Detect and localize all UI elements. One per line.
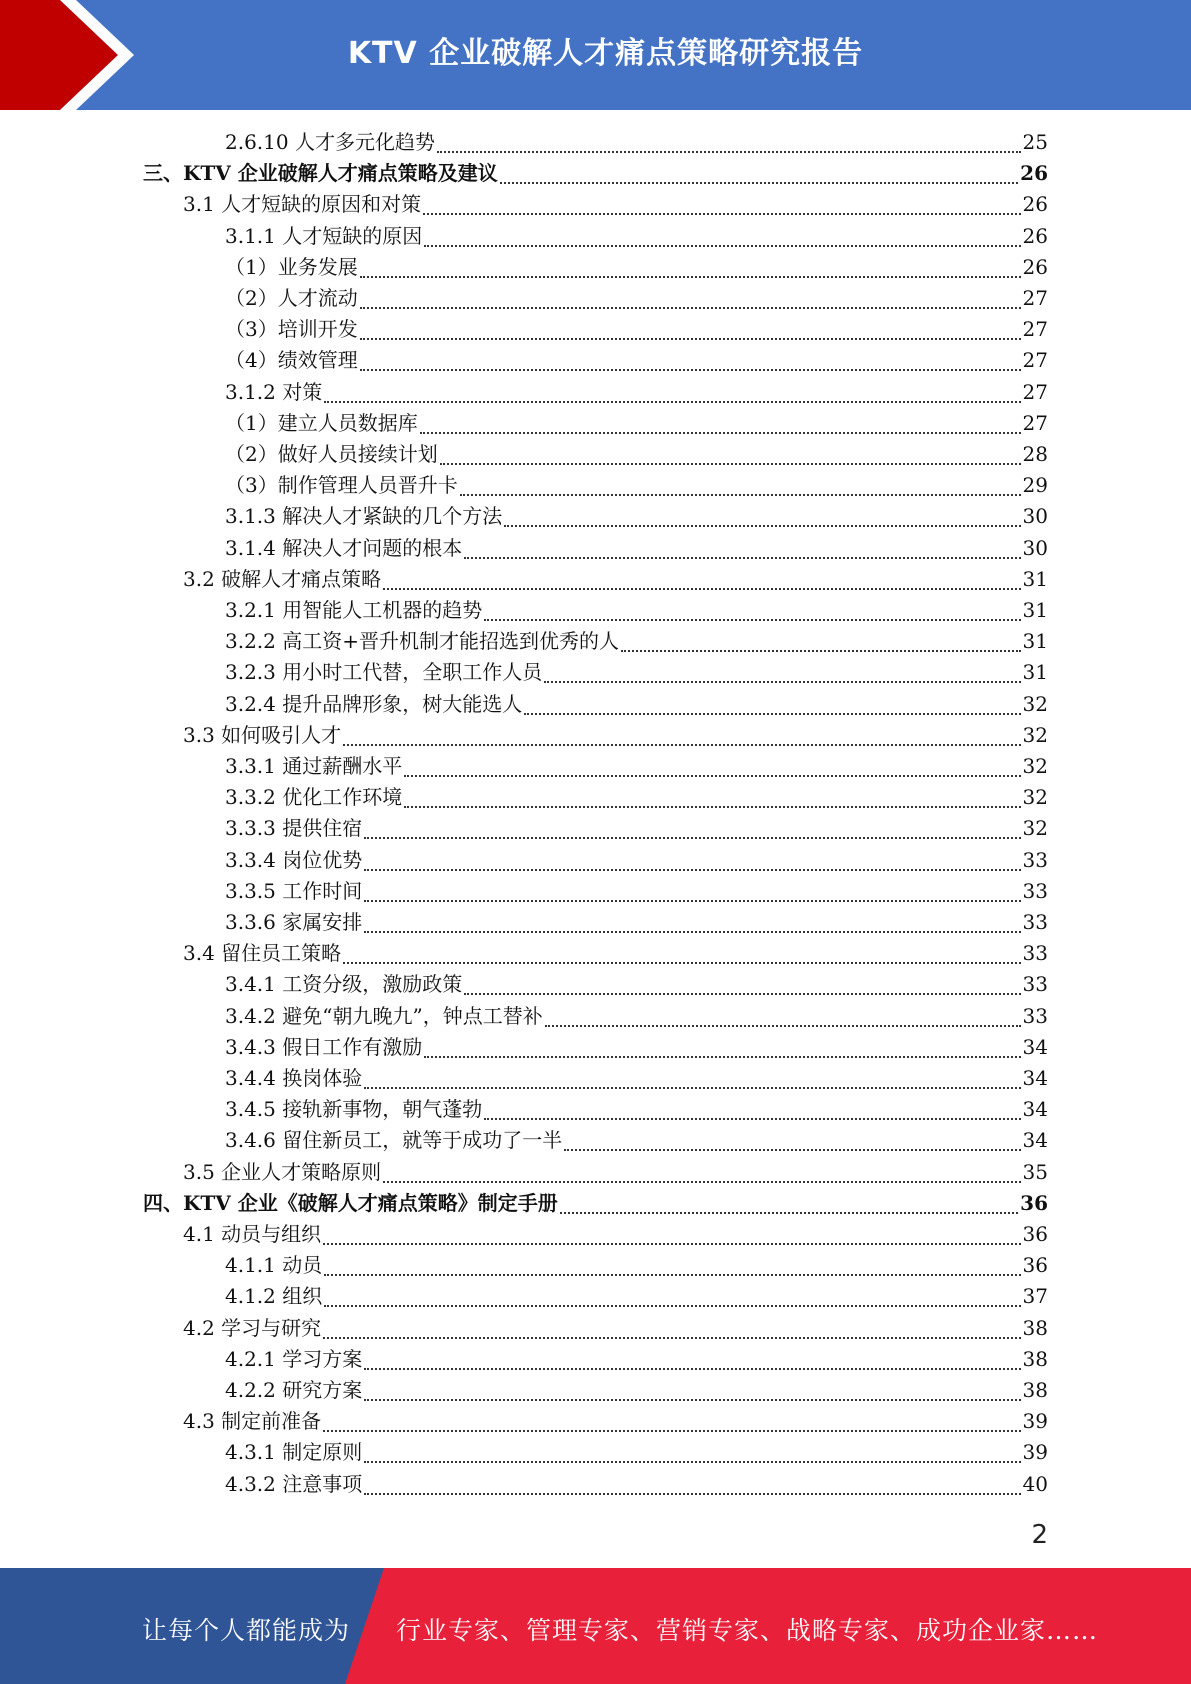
toc-leader-dots: [464, 557, 1020, 559]
toc-entry-title: 4.3 制定前准备: [183, 1409, 322, 1433]
toc-entry-page: 27: [1022, 317, 1048, 341]
toc-entry-title: （4）绩效管理: [225, 348, 358, 372]
toc-entry-page: 36: [1022, 1253, 1048, 1277]
toc-entry-page: 33: [1022, 879, 1048, 903]
toc-entry[interactable]: [225, 127, 1048, 158]
toc-entry-page: 32: [1022, 785, 1048, 809]
toc-entry-title: 4.2.2 研究方案: [225, 1378, 363, 1402]
toc-entry-title: （2）人才流动: [225, 286, 358, 310]
toc-leader-dots: [545, 1025, 1021, 1027]
toc-entry-title: 3.3.3 提供住宿: [225, 816, 363, 840]
toc-entry[interactable]: [183, 1406, 1048, 1437]
toc-entry[interactable]: [225, 252, 1048, 283]
toc-entry[interactable]: [225, 408, 1048, 439]
toc-entry-page: 33: [1022, 972, 1048, 996]
toc-entry[interactable]: [183, 564, 1048, 595]
page-number: 2: [1031, 1520, 1048, 1550]
toc-entry-title: 3.3.6 家属安排: [225, 910, 363, 934]
toc-entry-page: 36: [1020, 1191, 1048, 1215]
toc-leader-dots: [383, 1181, 1020, 1183]
toc-entry[interactable]: [225, 470, 1048, 501]
toc-entry-page: 38: [1022, 1347, 1048, 1371]
toc-entry-page: 33: [1022, 1004, 1048, 1028]
toc-leader-dots: [364, 869, 1020, 871]
toc-entry-page: 32: [1022, 723, 1048, 747]
report-title: KTV 企业破解人才痛点策略研究报告: [347, 36, 864, 71]
toc-leader-dots: [364, 1368, 1020, 1370]
toc-leader-dots: [424, 1056, 1020, 1058]
toc-entry[interactable]: [225, 283, 1048, 314]
toc-entry[interactable]: [225, 1125, 1048, 1156]
toc-leader-dots: [364, 1087, 1020, 1089]
toc-entry-title: 3.1.4 解决人才问题的根本: [225, 536, 463, 560]
toc-leader-dots: [360, 338, 1021, 340]
toc-entry-title: 3.3.1 通过薪酬水平: [225, 754, 403, 778]
toc-entry-title: 4.1.1 动员: [225, 1253, 323, 1277]
toc-entry-page: 27: [1022, 286, 1048, 310]
toc-entry[interactable]: [225, 782, 1048, 813]
toc-entry-page: 34: [1022, 1066, 1048, 1090]
toc-entry[interactable]: [225, 1094, 1048, 1125]
toc-entry-title: 3.1 人才短缺的原因和对策: [183, 192, 422, 216]
toc-entry[interactable]: [225, 1469, 1048, 1500]
toc-leader-dots: [364, 1399, 1020, 1401]
toc-entry-title: 4.3.1 制定原则: [225, 1440, 363, 1464]
toc-entry[interactable]: [225, 751, 1048, 782]
toc-entry[interactable]: [225, 1032, 1048, 1063]
toc-entry[interactable]: [225, 1281, 1048, 1312]
page-header: [0, 0, 1191, 110]
toc-entry-page: 27: [1022, 411, 1048, 435]
toc-entry[interactable]: [225, 657, 1048, 688]
toc-entry[interactable]: [225, 969, 1048, 1000]
toc-leader-dots: [621, 650, 1021, 652]
toc-leader-dots: [364, 1461, 1020, 1463]
toc-leader-dots: [360, 369, 1021, 371]
toc-entry-page: 31: [1022, 660, 1048, 684]
toc-leader-dots: [323, 1243, 1020, 1245]
toc-entry[interactable]: [225, 1344, 1048, 1375]
toc-entry-title: 3.5 企业人才策略原则: [183, 1160, 382, 1184]
toc-entry-title: 3.3.4 岗位优势: [225, 848, 363, 872]
toc-entry-page: 31: [1022, 567, 1048, 591]
toc-entry-title: 3.4.5 接轨新事物，朝气蓬勃: [225, 1097, 483, 1121]
toc-entry-page: 39: [1022, 1409, 1048, 1433]
toc-entry-title: 3.4 留住员工策略: [183, 941, 342, 965]
toc-entry-title: （1）业务发展: [225, 255, 358, 279]
toc-entry-page: 32: [1022, 816, 1048, 840]
toc-entry-title: 3.2.2 高工资+晋升机制才能招选到优秀的人: [225, 629, 620, 653]
toc-entry[interactable]: [225, 907, 1048, 938]
toc-leader-dots: [440, 463, 1021, 465]
toc-entry-page: 26: [1022, 224, 1048, 248]
toc-entry-page: 37: [1022, 1284, 1048, 1308]
toc-entry-title: 3.4.4 换岗体验: [225, 1066, 363, 1090]
toc-entry[interactable]: [225, 595, 1048, 626]
toc-entry-title: （3）培训开发: [225, 317, 358, 341]
toc-entry[interactable]: [225, 377, 1048, 408]
toc-entry-title: 4.1.2 组织: [225, 1284, 323, 1308]
toc-leader-dots: [324, 1305, 1020, 1307]
toc-entry-title: 3.3.5 工作时间: [225, 879, 363, 903]
toc-leader-dots: [420, 432, 1021, 434]
toc-entry-page: 33: [1022, 910, 1048, 934]
toc-entry[interactable]: [225, 501, 1048, 532]
toc-entry-title: （3）制作管理人员晋升卡: [225, 473, 458, 497]
toc-entry-page: 34: [1022, 1128, 1048, 1152]
toc-entry-title: 3.2 破解人才痛点策略: [183, 567, 382, 591]
toc-entry-page: 31: [1022, 629, 1048, 653]
toc-entry[interactable]: [225, 1250, 1048, 1281]
toc-entry-title: 3.2.3 用小时工代替，全职工作人员: [225, 660, 543, 684]
toc-entry[interactable]: [225, 689, 1048, 720]
toc-entry-page: 35: [1022, 1160, 1048, 1184]
toc-leader-dots: [437, 151, 1021, 153]
toc-entry-title: 三、KTV 企业破解人才痛点策略及建议: [143, 161, 498, 185]
toc-leader-dots: [564, 1149, 1020, 1151]
toc-entry-page: 38: [1022, 1316, 1048, 1340]
toc-leader-dots: [323, 1337, 1020, 1339]
toc-leader-dots: [360, 276, 1021, 278]
toc-entry-page: 29: [1022, 473, 1048, 497]
toc-entry-page: 36: [1022, 1222, 1048, 1246]
toc-leader-dots: [343, 744, 1020, 746]
toc-entry[interactable]: [225, 314, 1048, 345]
toc-entry-page: 33: [1022, 941, 1048, 965]
toc-entry-page: 26: [1022, 192, 1048, 216]
toc-leader-dots: [364, 1493, 1020, 1495]
toc-leader-dots: [324, 1274, 1020, 1276]
page-footer: [0, 1568, 1191, 1684]
toc-entry-page: 32: [1022, 754, 1048, 778]
toc-entry-title: 4.1 动员与组织: [183, 1222, 322, 1246]
toc-entry-page: 39: [1022, 1440, 1048, 1464]
toc-entry[interactable]: [183, 1157, 1048, 1188]
toc-entry[interactable]: [225, 345, 1048, 376]
toc-leader-dots: [500, 182, 1018, 184]
toc-entry-title: 3.4.1 工资分级，激励政策: [225, 972, 463, 996]
toc-leader-dots: [343, 962, 1020, 964]
toc-entry-title: 3.4.3 假日工作有激励: [225, 1035, 423, 1059]
toc-leader-dots: [484, 619, 1020, 621]
toc-entry-page: 34: [1022, 1035, 1048, 1059]
toc-leader-dots: [460, 494, 1021, 496]
toc-entry-title: 3.4.6 留住新员工，就等于成功了一半: [225, 1128, 563, 1152]
toc-entry[interactable]: [225, 1063, 1048, 1094]
toc-entry[interactable]: [225, 1437, 1048, 1468]
toc-leader-dots: [404, 775, 1020, 777]
toc-entry-page: 27: [1022, 380, 1048, 404]
toc-leader-dots: [404, 806, 1020, 808]
toc-entry-title: （2）做好人员接续计划: [225, 442, 438, 466]
toc-entry[interactable]: [225, 1001, 1048, 1032]
toc-entry-title: 4.2 学习与研究: [183, 1316, 322, 1340]
toc-entry[interactable]: [225, 876, 1048, 907]
toc-entry[interactable]: [183, 1219, 1048, 1250]
toc-entry-title: 四、KTV 企业《破解人才痛点策略》制定手册: [143, 1191, 558, 1215]
toc-entry-title: 3.4.2 避免“朝九晚九”，钟点工替补: [225, 1004, 543, 1028]
toc-leader-dots: [360, 307, 1021, 309]
toc-entry[interactable]: [225, 221, 1048, 252]
toc-entry[interactable]: [225, 845, 1048, 876]
toc-entry-page: 40: [1022, 1472, 1048, 1496]
toc-entry-page: 32: [1022, 692, 1048, 716]
toc-leader-dots: [364, 837, 1020, 839]
toc-leader-dots: [544, 681, 1020, 683]
toc-entry-title: 3.1.3 解决人才紧缺的几个方法: [225, 504, 503, 528]
footer-slogan-right: 行业专家、管理专家、营销专家、战略专家、成功企业家……: [396, 1616, 1099, 1645]
toc-entry-page: 31: [1022, 598, 1048, 622]
toc-entry[interactable]: [225, 626, 1048, 657]
toc-entry-title: 3.3 如何吸引人才: [183, 723, 342, 747]
toc-entry-page: 38: [1022, 1378, 1048, 1402]
toc-leader-dots: [504, 525, 1020, 527]
toc-entry[interactable]: [183, 1313, 1048, 1344]
toc-entry[interactable]: [225, 1375, 1048, 1406]
toc-entry-page: 33: [1022, 848, 1048, 872]
toc-entry-page: 30: [1022, 536, 1048, 560]
toc-entry-title: 3.1.1 人才短缺的原因: [225, 224, 423, 248]
footer-slogan-left: 让每个人都能成为: [142, 1616, 351, 1645]
toc-leader-dots: [364, 900, 1020, 902]
toc-leader-dots: [484, 1118, 1020, 1120]
toc-entry-title: 3.2.4 提升品牌形象，树大能选人: [225, 692, 523, 716]
toc-entry[interactable]: [143, 1188, 1048, 1219]
toc-entry[interactable]: [183, 189, 1048, 220]
toc-entry[interactable]: [183, 938, 1048, 969]
toc-entry[interactable]: [225, 533, 1048, 564]
toc-entry-page: 30: [1022, 504, 1048, 528]
toc-leader-dots: [424, 245, 1020, 247]
toc-entry-page: 25: [1022, 130, 1048, 154]
toc-entry-title: 3.1.2 对策: [225, 380, 323, 404]
toc-entry-page: 27: [1022, 348, 1048, 372]
toc-entry[interactable]: [143, 158, 1048, 189]
toc-leader-dots: [323, 1430, 1020, 1432]
toc-entry-title: 3.2.1 用智能人工机器的趋势: [225, 598, 483, 622]
toc-entry-title: 4.2.1 学习方案: [225, 1347, 363, 1371]
toc-entry-page: 26: [1020, 161, 1048, 185]
toc-entry-title: 3.3.2 优化工作环境: [225, 785, 403, 809]
toc-leader-dots: [560, 1212, 1018, 1214]
toc-entry-page: 28: [1022, 442, 1048, 466]
toc-entry-title: （1）建立人员数据库: [225, 411, 418, 435]
toc-leader-dots: [383, 588, 1020, 590]
toc-entry-title: 4.3.2 注意事项: [225, 1472, 363, 1496]
toc-leader-dots: [364, 931, 1020, 933]
toc-entry[interactable]: [225, 813, 1048, 844]
toc-entry[interactable]: [225, 439, 1048, 470]
toc-entry-page: 34: [1022, 1097, 1048, 1121]
toc-entry[interactable]: [183, 720, 1048, 751]
toc-leader-dots: [524, 713, 1020, 715]
toc-leader-dots: [324, 401, 1020, 403]
toc-leader-dots: [464, 993, 1020, 995]
toc-entry-title: 2.6.10 人才多元化趋势: [225, 130, 435, 154]
toc-entry-page: 26: [1022, 255, 1048, 279]
toc-leader-dots: [423, 213, 1020, 215]
